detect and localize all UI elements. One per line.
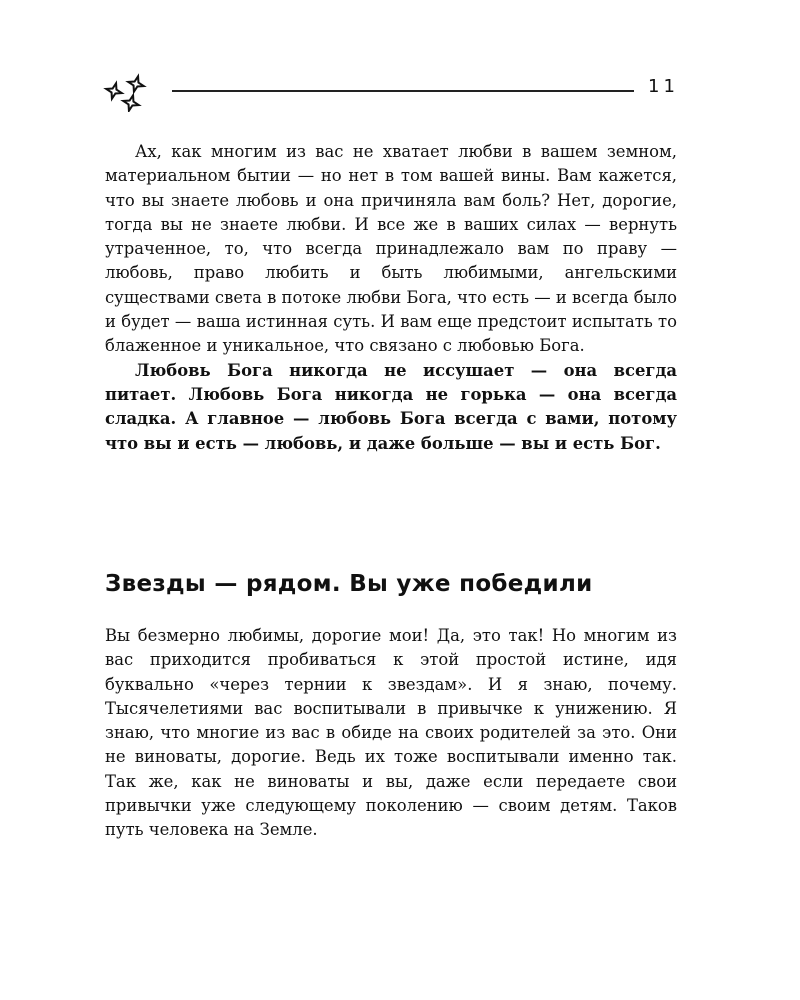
page-number: 11 bbox=[648, 76, 679, 97]
paragraph: Ах, как многим из вас не хватает любви в вашем земном, материальном бытии — но нет в том вашей вины. Вам кажется, что вы знаете любовь и она причиняла вам боль? Нет, дорогие, тогда вы не знаете любви. И все же в ваших силах — вернуть утраченное, то, что всегда принадлежало вам по праву — любовь, право любить и быть любимыми, ангельскими существами света в потоке любви Бога, что есть — и всегда было и будет — ваша истинная суть. И вам еще предстоит испытать то блаженное и уникальное, что связано с любовью Бога. bbox=[105, 142, 677, 356]
bold-paragraph: Любовь Бога никогда не иссушает — она всегда питает. Любовь Бога никогда не горька — она всегда сладка. А главное — любовь Бога всегда с вами, потому что вы и есть — любовь, и даже больше — вы и есть Бог. bbox=[105, 360, 677, 453]
section-heading: Звезды — рядом. Вы уже победили bbox=[105, 571, 593, 597]
section-1-text bbox=[105, 140, 677, 456]
three-stars-icon bbox=[100, 72, 160, 112]
section-2-text bbox=[105, 624, 677, 843]
page-header bbox=[100, 72, 680, 112]
header-rule bbox=[172, 90, 634, 92]
paragraph: Вы безмерно любимы, дорогие мои! Да, это так! Но многим из вас приходится пробиваться к этой простой истине, идя буквально «через тернии к звездам». И я знаю, почему. Тысячелетиями вас воспитывали в привычке к унижению. Я знаю, что многие из вас в обиде на своих родителей за это. Они не виноваты, дорогие. Ведь их тоже воспитывали именно так. Так же, как не виноваты и вы, даже если передаете свои привычки уже следующему поколению — своим детям. Таков путь человека на Земле. bbox=[105, 626, 677, 840]
